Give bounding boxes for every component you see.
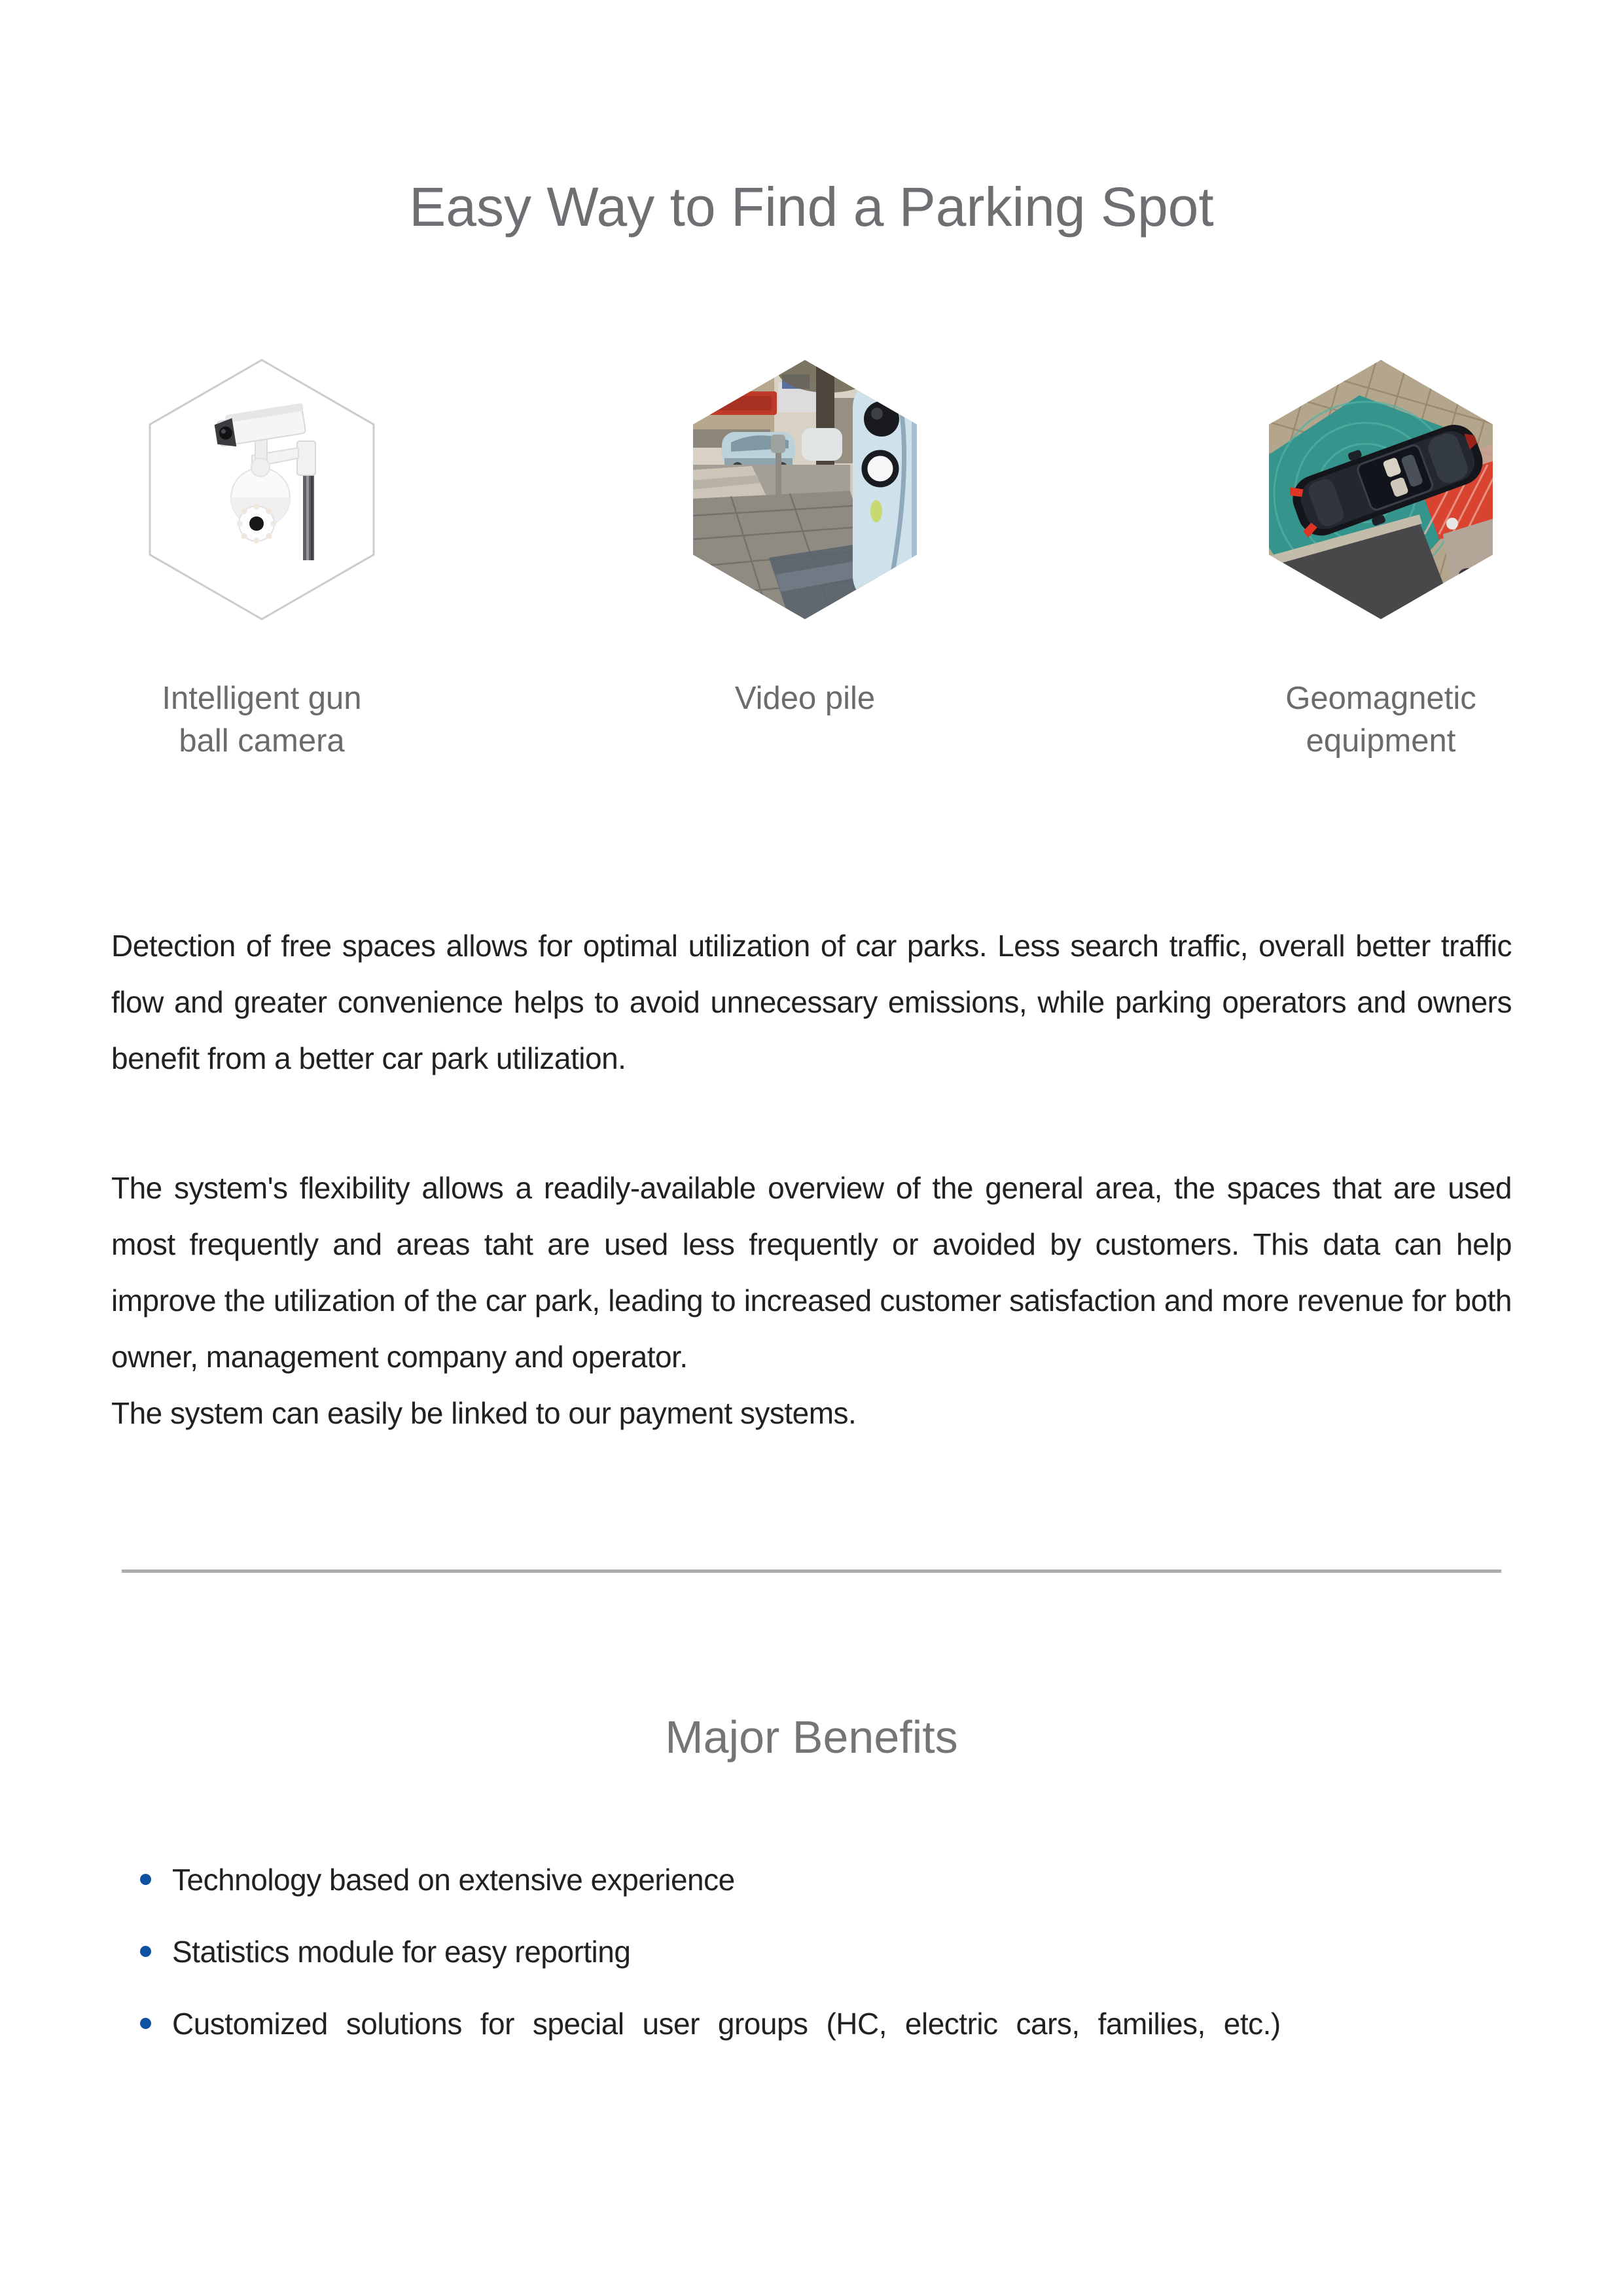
- street-scene: [692, 359, 918, 620]
- bullet-icon: [140, 2018, 151, 2029]
- bullet-icon: [140, 1946, 151, 1957]
- paragraph-flexibility: The system's flexibility allows a readily-available overview of the general area, the spaces that are used most frequently and areas taht are used less frequently or avoided by customers. This data can help improve the utilization of the car park, leading to increased customer satisfaction and more revenue for both owner, management company and operator.: [111, 1171, 1512, 1374]
- geomagnetic-equipment-car-photo: [1268, 359, 1494, 620]
- feature-label: Intelligent gun ball camera: [162, 681, 362, 759]
- section-divider: [122, 1570, 1501, 1573]
- video-pile-street-photo: [692, 359, 918, 620]
- paragraph-detection: Detection of free spaces allows for optimal utilization of car parks. Less search traffic, overall better traffic flow and greater convenience helps to avoid unnecessary emissions, while parking operators and owners benefit from a better car park utilization.: [111, 929, 1512, 1075]
- feature-video-pile: [602, 359, 1008, 720]
- feature-geomagnetic: [1178, 359, 1584, 762]
- benefit-item: [140, 2004, 1488, 2043]
- benefit-text: Statistics module for easy reporting: [172, 1935, 631, 1969]
- benefit-text: Technology based on extensive experience: [172, 1863, 735, 1897]
- benefits-heading: Major Benefits: [665, 1712, 958, 1763]
- feature-camera: [59, 359, 465, 762]
- features-row: [0, 359, 1623, 778]
- bullet-icon: [140, 1874, 151, 1885]
- body-copy: [111, 918, 1512, 1441]
- benefit-text: Customized solutions for special user groups (HC, electric cars, families, etc.): [172, 2007, 1281, 2041]
- benefit-item: [140, 1932, 1488, 1971]
- benefits-list: [140, 1860, 1488, 2076]
- feature-label: Video pile: [734, 681, 876, 716]
- paragraph-payment: The system can easily be linked to our payment systems.: [111, 1396, 857, 1430]
- parking-scene: [1268, 359, 1494, 620]
- gun-ball-camera-photo: [149, 359, 375, 620]
- feature-label: Geomagnetic equipment: [1285, 681, 1476, 759]
- page-title: Easy Way to Find a Parking Spot: [409, 176, 1214, 238]
- benefit-item: [140, 1860, 1488, 1899]
